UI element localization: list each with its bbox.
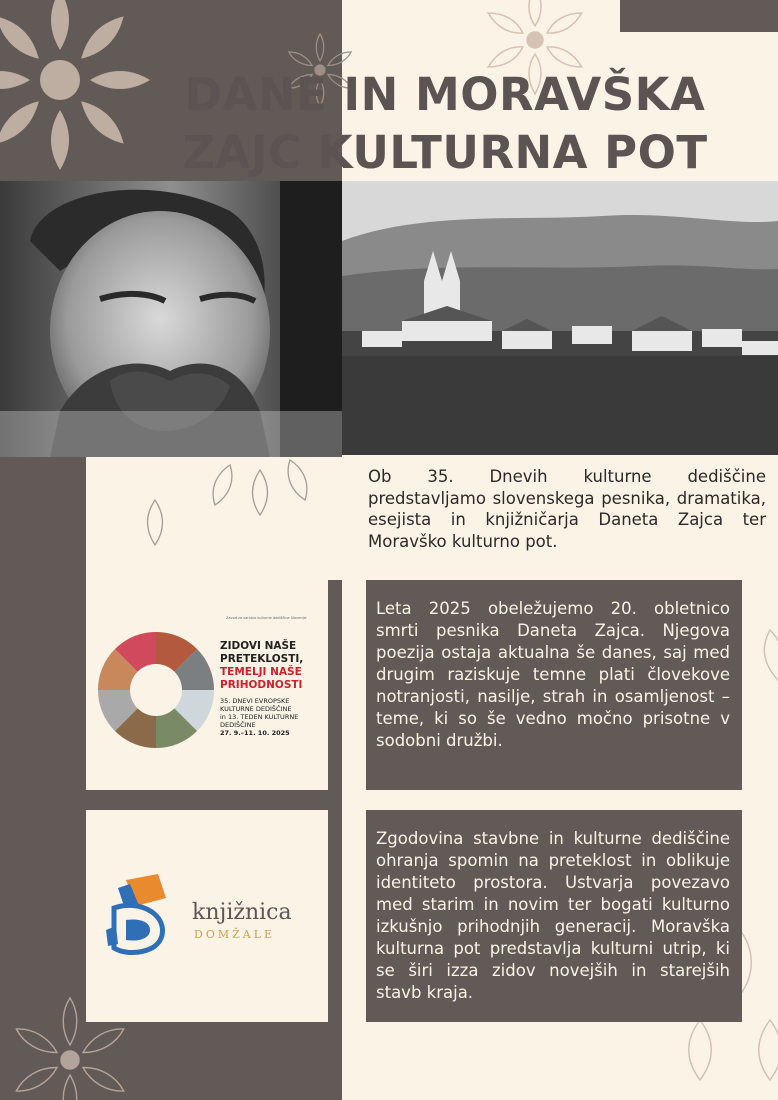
library-logo-sub: DOMŽALE	[194, 928, 276, 941]
page-title	[120, 66, 770, 182]
poster-sub-line: in 13. TEDEN KULTURNE	[220, 713, 299, 721]
top-right-bar	[620, 0, 778, 32]
poster-head-line: ZIDOVI NAŠE	[220, 640, 297, 652]
event-poster-card	[86, 580, 328, 790]
flower-ornament-icon	[110, 440, 350, 580]
heritage-text-box: Zgodovina stavbne in kulturne dediščine ohranja spomin na preteklost in oblikuje identiteto prostora. Ustvarja povezavo med starim in novim ter bogati kulturno izkušnjo prihodnjih generacij. Moravška kulturna pot predstavlja kulturni utrip, ki se širi izza zidov novejših in starejših stavb kraja.	[366, 810, 742, 1022]
intro-paragraph: Ob 35. Dnevih kulturne dediščine predstavljamo slovenskega pesnika, dramatika, esejista in knjižničarja Daneta Zajca ter Moravško kulturno pot.	[368, 467, 766, 551]
anniversary-text-box: Leta 2025 obeležujemo 20. obletnico smrti pesnika Daneta Zajca. Njegova poezija ostaja aktualna še danes, saj med drugim raziskuje temne plati človekove notranjosti, nasilje, strah in osamljenost – teme, ki so še vedno močno prisotne v sodobni družbi.	[366, 580, 742, 790]
portrait-photo	[0, 181, 342, 457]
poster-sub-line: DEDIŠČINE	[220, 721, 256, 729]
poster-headline	[220, 640, 330, 692]
library-logo-card	[86, 810, 328, 1022]
poster-head-line: TEMELJI NAŠE	[220, 666, 302, 678]
poster-sub-line: KULTURNE DEDIŠČINE	[220, 705, 292, 713]
poster-subtitle	[220, 697, 325, 737]
title-line-2: ZAJC KULTURNA POT	[182, 126, 708, 179]
poster-institution: Zavod za varstvo kulturne dediščine Slovenije	[226, 616, 307, 620]
library-logo-icon	[96, 868, 188, 960]
title-line-1: DANE IN MORAVŠKA	[184, 68, 706, 121]
poster-sub-line: 35. DNEVI EVROPSKE	[220, 697, 290, 705]
village-photo	[342, 181, 778, 455]
poster-head-line: PRIHODNOSTI	[220, 679, 303, 691]
heritage-wheel-icon	[94, 628, 219, 753]
library-logo-word: knjižnica	[192, 900, 292, 925]
poster-date: 27. 9.–11. 10. 2025	[220, 729, 290, 737]
poster-head-line: PRETEKLOSTI,	[220, 653, 304, 665]
